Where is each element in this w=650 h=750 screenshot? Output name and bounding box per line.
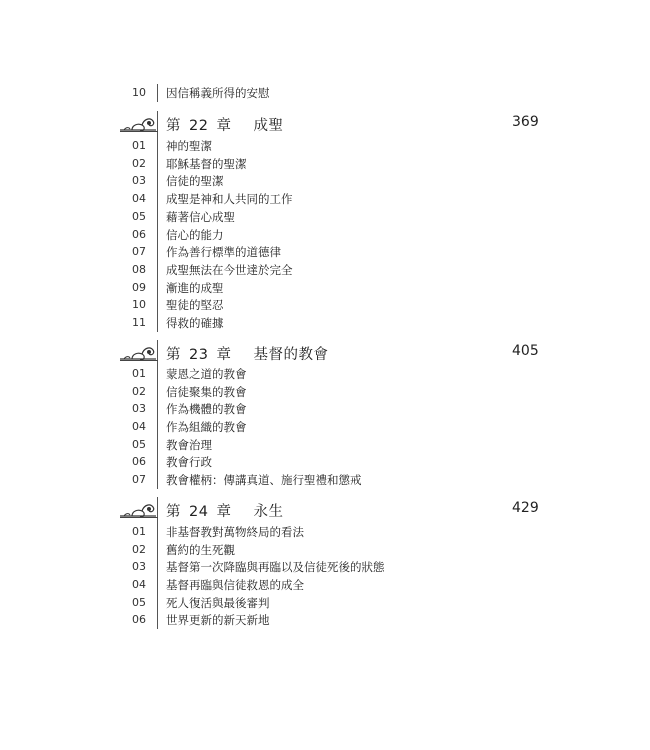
toc-row	[0, 436, 650, 454]
divider	[157, 340, 158, 366]
toc-row	[0, 418, 650, 436]
toc-row-title: 世界更新的新天新地	[166, 613, 270, 627]
toc-row	[0, 383, 650, 401]
toc-row-title: 非基督教對萬物終局的看法	[166, 525, 304, 539]
ornament-rule	[120, 131, 158, 132]
toc-row-number: 08	[132, 263, 146, 276]
divider	[157, 137, 158, 155]
toc-row	[0, 523, 650, 541]
divider	[157, 226, 158, 244]
toc-row-title: 信心的能力	[166, 228, 224, 242]
divider	[157, 453, 158, 471]
divider	[157, 365, 158, 383]
toc-row-number: 06	[132, 613, 146, 626]
toc-row-title: 信徒聚集的教會	[166, 385, 247, 399]
toc-row-number: 10	[132, 298, 146, 311]
toc-row-number: 10	[132, 86, 146, 99]
chapter-page-number: 429	[512, 500, 539, 516]
divider	[157, 594, 158, 612]
toc-row	[0, 243, 650, 261]
toc-row-number: 06	[132, 228, 146, 241]
divider	[157, 611, 158, 629]
toc-row-title: 成聖無法在今世達於完全	[166, 263, 293, 277]
divider	[157, 471, 158, 489]
toc-row	[0, 296, 650, 314]
toc-row	[0, 208, 650, 226]
toc-row-title: 藉著信心成聖	[166, 210, 235, 224]
toc-row-number: 07	[132, 473, 146, 486]
divider	[157, 243, 158, 261]
toc-row-number: 07	[132, 245, 146, 258]
divider	[157, 84, 158, 102]
divider	[157, 172, 158, 190]
toc-row	[0, 594, 650, 612]
chapter-header-23	[0, 340, 650, 366]
divider	[157, 111, 158, 137]
divider	[157, 541, 158, 559]
toc-row	[0, 261, 650, 279]
divider	[157, 523, 158, 541]
toc-row-number: 06	[132, 455, 146, 468]
toc-row-title: 聖徒的堅忍	[166, 298, 224, 312]
toc-row-title: 死人復活與最後審判	[166, 596, 270, 610]
toc-row-title: 舊約的生死觀	[166, 543, 235, 557]
toc-row	[0, 558, 650, 576]
chapter-title: 第 22 章 成聖	[166, 118, 284, 134]
toc-row-number: 04	[132, 420, 146, 433]
toc-row	[0, 137, 650, 155]
chapter-page-number: 405	[512, 343, 539, 359]
divider	[157, 383, 158, 401]
divider	[157, 296, 158, 314]
toc-row-title: 教會治理	[166, 438, 212, 452]
toc-row	[0, 226, 650, 244]
toc-row-title: 教會權柄：傳講真道、施行聖禮和懲戒	[166, 473, 362, 487]
toc-row-title: 作為組織的教會	[166, 420, 247, 434]
toc-row-title: 神的聖潔	[166, 139, 212, 153]
chapter-page-number: 369	[512, 114, 539, 130]
toc-row	[0, 279, 650, 297]
divider	[157, 497, 158, 523]
divider	[157, 400, 158, 418]
toc-row-title: 蒙恩之道的教會	[166, 367, 247, 381]
toc-row-number: 01	[132, 525, 146, 538]
toc-row-number: 09	[132, 281, 146, 294]
toc-row	[0, 314, 650, 332]
toc-row-title: 基督第一次降臨與再臨以及信徒死後的狀態	[166, 560, 385, 574]
toc-row-number: 01	[132, 139, 146, 152]
toc-row-title: 基督再臨與信徒救恩的成全	[166, 578, 304, 592]
toc-row-title: 得救的確據	[166, 316, 224, 330]
chapter-title: 第 23 章 基督的教會	[166, 347, 329, 363]
toc-row-title: 信徒的聖潔	[166, 174, 224, 188]
divider	[157, 190, 158, 208]
toc-row	[0, 172, 650, 190]
toc-row	[0, 84, 650, 102]
ornament-rule	[120, 360, 158, 361]
toc-row-number: 05	[132, 438, 146, 451]
toc-row-number: 01	[132, 367, 146, 380]
divider	[157, 314, 158, 332]
toc-row	[0, 365, 650, 383]
toc-row-title: 教會行政	[166, 455, 212, 469]
divider	[157, 558, 158, 576]
toc-row-title: 因信稱義所得的安慰	[166, 86, 270, 100]
toc-row	[0, 576, 650, 594]
toc-row-number: 04	[132, 192, 146, 205]
toc-row	[0, 155, 650, 173]
toc-row-title: 作為機體的教會	[166, 402, 247, 416]
divider	[157, 208, 158, 226]
toc-row	[0, 471, 650, 489]
divider	[157, 576, 158, 594]
toc-row	[0, 541, 650, 559]
chapter-header-22	[0, 111, 650, 137]
toc-row-title: 耶穌基督的聖潔	[166, 157, 247, 171]
chapter-header-24	[0, 497, 650, 523]
toc-row-number: 02	[132, 385, 146, 398]
toc-row-number: 05	[132, 596, 146, 609]
toc-row	[0, 453, 650, 471]
toc-row-number: 04	[132, 578, 146, 591]
divider	[157, 155, 158, 173]
toc-row-number: 05	[132, 210, 146, 223]
toc-row-number: 03	[132, 402, 146, 415]
divider	[157, 418, 158, 436]
toc-row	[0, 190, 650, 208]
toc-row	[0, 611, 650, 629]
chapter-title: 第 24 章 永生	[166, 504, 284, 520]
toc-row-number: 11	[132, 316, 146, 329]
toc-row-title: 漸進的成聖	[166, 281, 224, 295]
toc-row-number: 03	[132, 560, 146, 573]
toc-row-title: 成聖是神和人共同的工作	[166, 192, 293, 206]
toc-row-number: 02	[132, 543, 146, 556]
toc-row-title: 作為善行標準的道德律	[166, 245, 281, 259]
toc-row	[0, 400, 650, 418]
divider	[157, 279, 158, 297]
divider	[157, 261, 158, 279]
divider	[157, 436, 158, 454]
ornament-rule	[120, 517, 158, 518]
toc-row-number: 02	[132, 157, 146, 170]
toc-row-number: 03	[132, 174, 146, 187]
